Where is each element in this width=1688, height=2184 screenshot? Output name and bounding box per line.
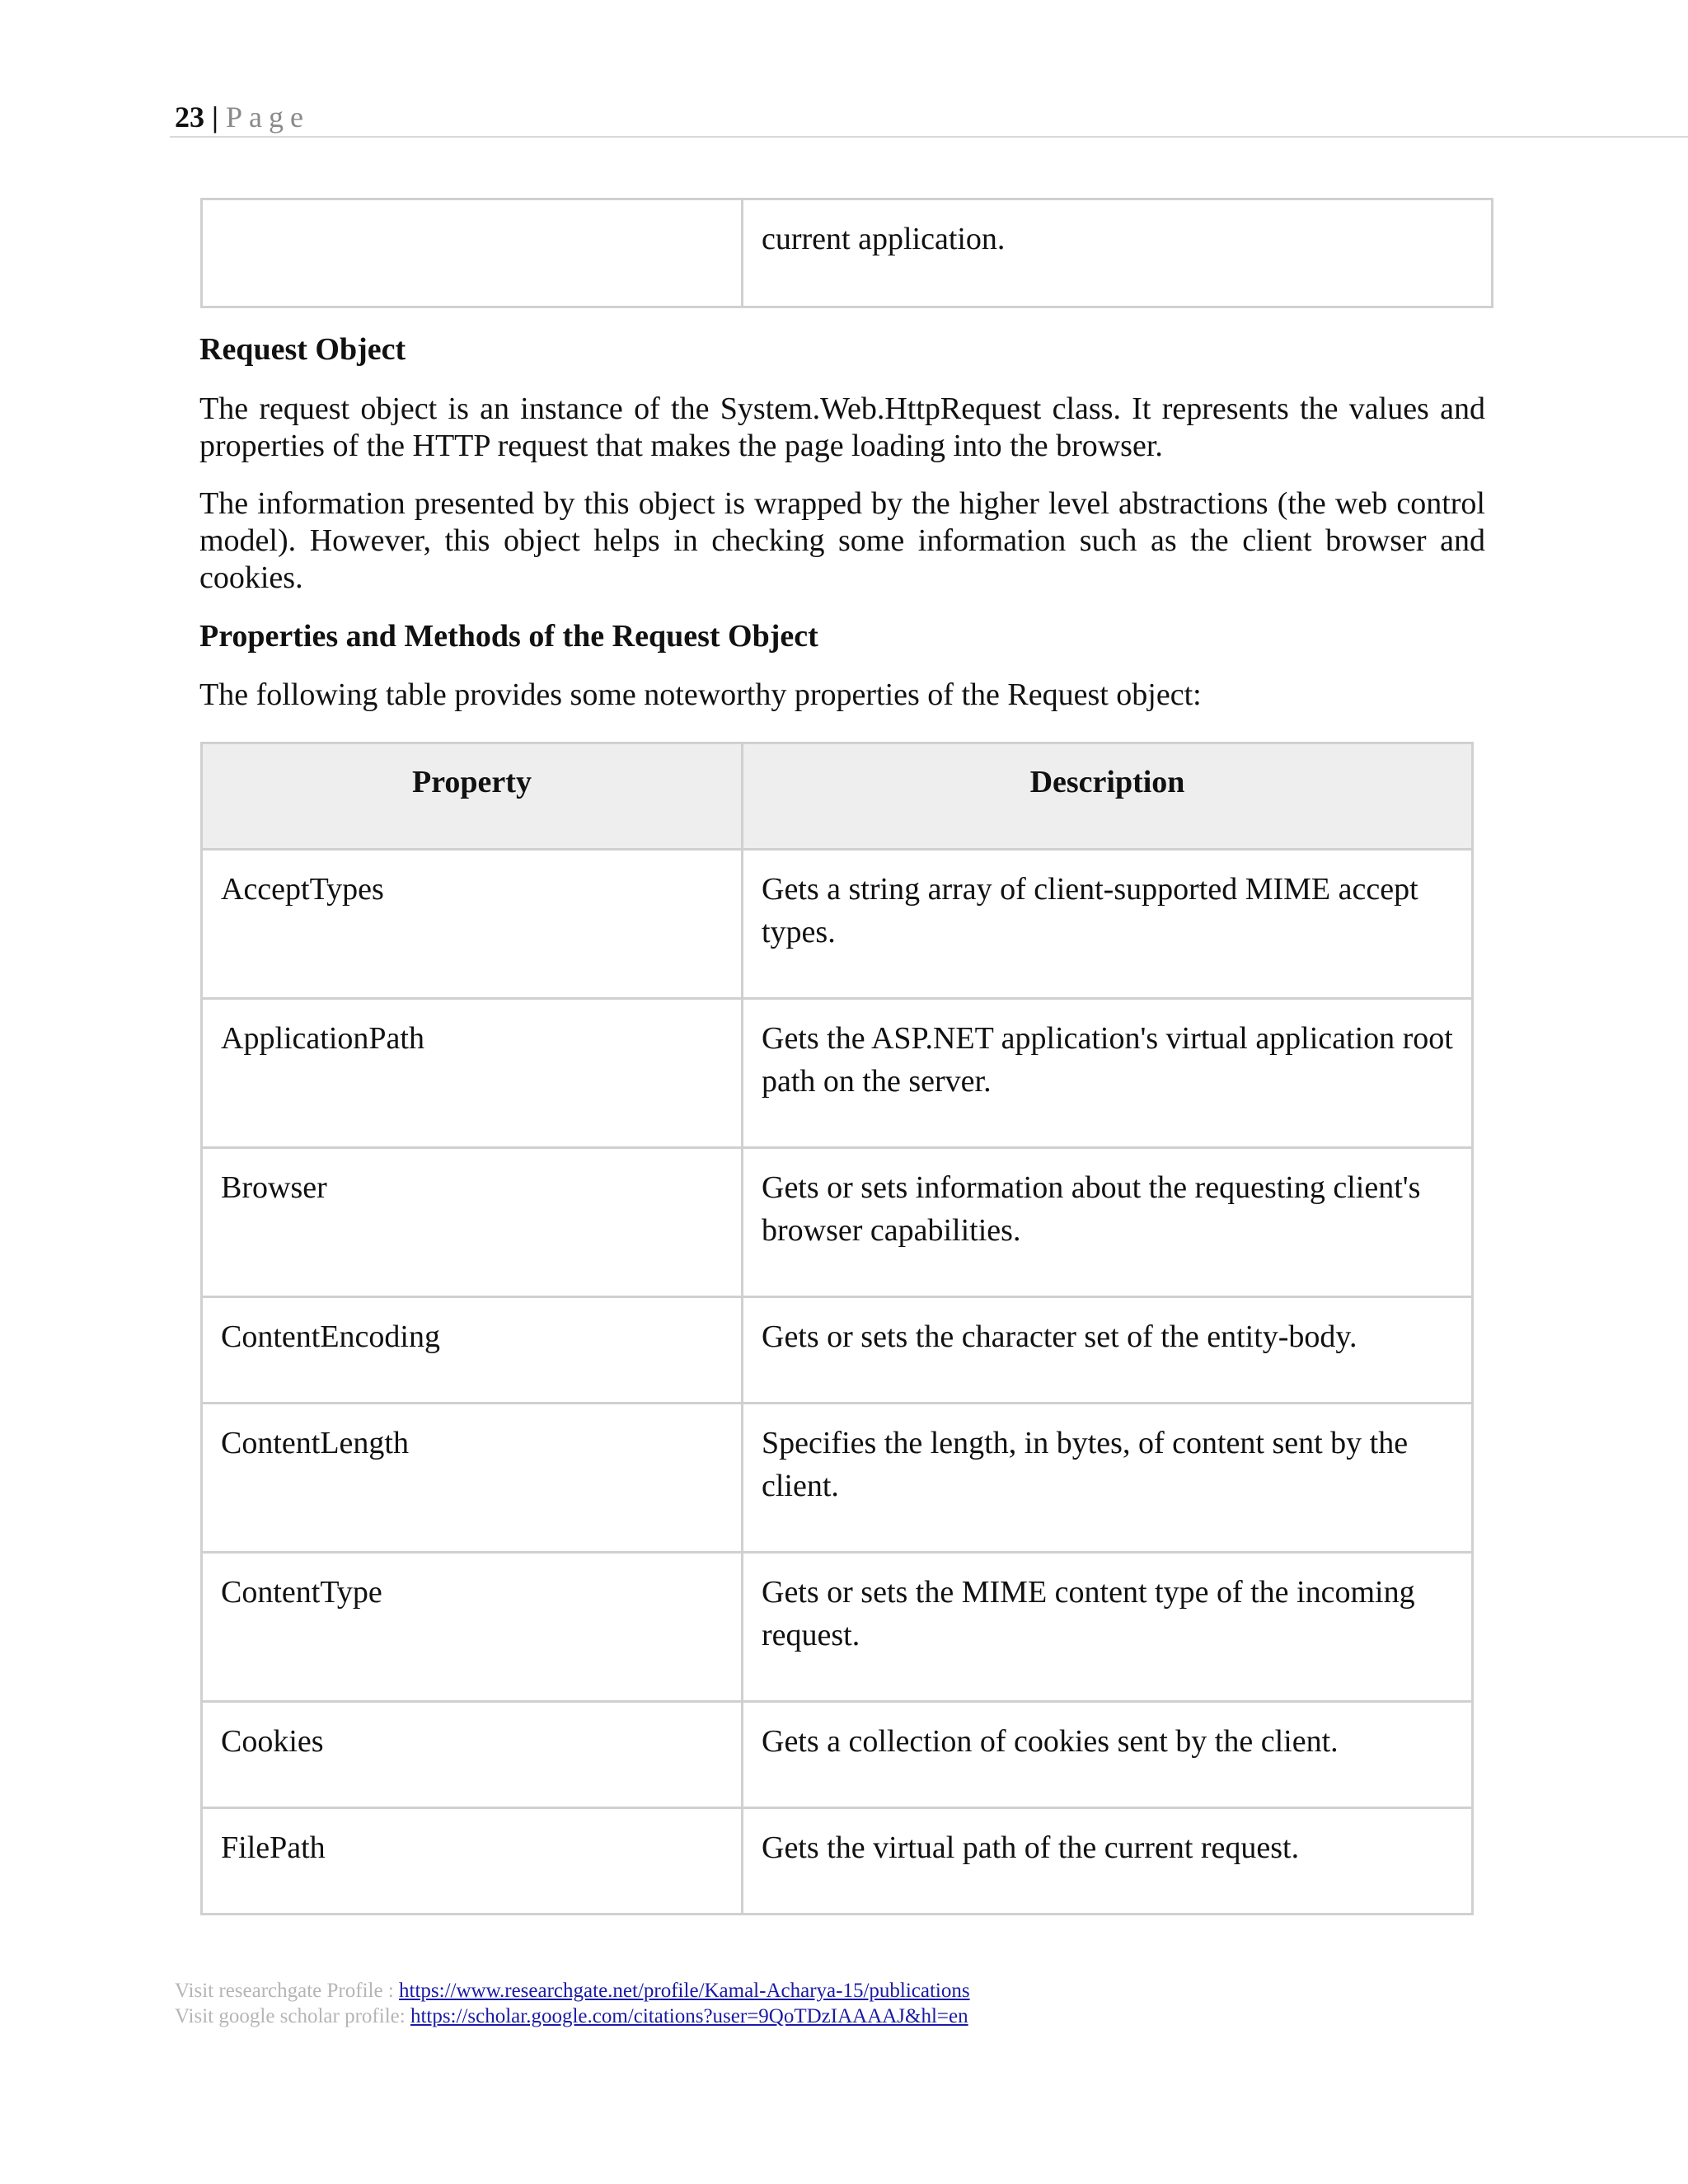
footer-scholar-line [175,2004,970,2029]
page-footer [175,1978,970,2029]
property-description: Gets or sets the character set of the entity-body. [762,1319,1357,1354]
property-description: Specifies the length, in bytes, of content sent by the client. [762,1426,1409,1503]
section-subtitle: Properties and Methods of the Request Object [199,619,818,654]
page-number: 23 [175,101,204,134]
continued-table [200,198,1493,308]
table-cell [202,199,743,307]
table-row [202,850,1473,999]
table-cell [743,199,1493,307]
table-row [202,1297,1473,1404]
property-description: Gets or sets information about the requesting client's browser capabilities. [762,1170,1421,1248]
researchgate-link[interactable]: https://www.researchgate.net/profile/Kamal-Acharya-15/publications [399,1980,970,2002]
property-description: Gets or sets the MIME content type of the incoming request. [762,1575,1415,1652]
properties-table [200,742,1474,1915]
property-name: Cookies [221,1724,324,1759]
property-description: Gets the ASP.NET application's virtual application root path on the server. [762,1021,1453,1099]
table-intro: The following table provides some noteworthy properties of the Request object: [199,677,1202,712]
property-name: Browser [221,1170,327,1205]
header-separator: | [212,101,218,134]
table-row [202,1702,1473,1808]
table-header-row [202,743,1473,850]
table-row [202,999,1473,1148]
property-description: Gets a string array of client-supported MIME accept types. [762,872,1418,949]
property-name: ContentEncoding [221,1319,440,1354]
table-row [202,1808,1473,1915]
property-name: ApplicationPath [221,1021,424,1056]
property-description: Gets the virtual path of the current request. [762,1830,1300,1865]
google-scholar-link[interactable]: https://scholar.google.com/citations?user=9QoTDzIAAAAJ&hl=en [410,2005,968,2027]
column-header-property: Property [202,743,743,850]
paragraph: The request object is an instance of the System.Web.HttpRequest class. It represents the values and properties of the HTTP request that makes the page loading into the browser. [199,391,1485,463]
property-name: ContentLength [221,1426,409,1460]
cell-text: current application. [762,222,1006,256]
property-name: AcceptTypes [221,872,384,907]
table-row [202,1148,1473,1297]
header-rule [170,136,1688,138]
paragraph: The information presented by this object is wrapped by the higher level abstractions (the web control model). However, this object helps in checking some information such as the client browser and cookies. [199,486,1485,595]
table-row [202,1404,1473,1553]
page-label: Page [225,101,310,134]
property-name: FilePath [221,1830,326,1865]
page-header [175,97,310,137]
column-header-description: Description [743,743,1473,850]
footer-label: Visit google scholar profile: [175,2005,410,2027]
table-row [202,199,1493,307]
section-title: Request Object [199,332,406,367]
property-description: Gets a collection of cookies sent by the client. [762,1724,1339,1759]
table-row [202,1553,1473,1702]
footer-label: Visit researchgate Profile : [175,1980,400,2002]
property-name: ContentType [221,1575,382,1610]
footer-researchgate-line [175,1978,970,2004]
